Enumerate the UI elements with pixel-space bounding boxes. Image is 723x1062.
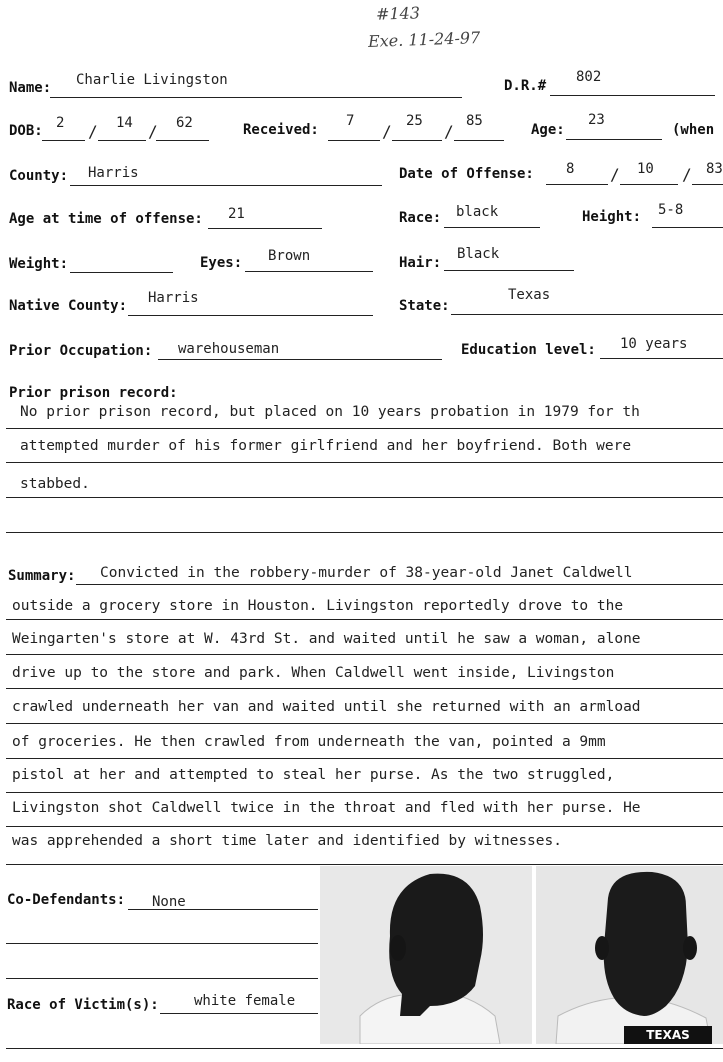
race-line bbox=[444, 227, 540, 228]
prior-record-rule-2 bbox=[6, 462, 723, 463]
hair-line bbox=[444, 270, 574, 271]
eyes-line bbox=[245, 271, 373, 272]
co-defendants-rule-3 bbox=[6, 978, 318, 979]
race-of-victims-line bbox=[160, 1013, 318, 1014]
weight-label: Weight: bbox=[9, 256, 69, 272]
age-at-offense-line bbox=[208, 228, 322, 229]
summary-rule-1 bbox=[76, 584, 723, 585]
race-of-victims-value: white female bbox=[194, 993, 296, 1009]
bottom-rule bbox=[6, 1048, 723, 1049]
summary-line-1: Convicted in the robbery-murder of 38-year-old Janet Caldwell bbox=[100, 565, 633, 581]
prior-record-label: Prior prison record: bbox=[9, 385, 178, 401]
dr-number-line bbox=[550, 95, 715, 96]
summary-line-6: of groceries. He then crawled from underneath the van, pointed a 9mm bbox=[12, 734, 606, 750]
age-at-offense-label: Age at time of offense: bbox=[9, 211, 203, 227]
dob-slash-2: / bbox=[148, 122, 158, 141]
weight-line bbox=[70, 272, 173, 273]
dr-number-label: D.R.# bbox=[504, 78, 547, 94]
prior-record-rule-4 bbox=[6, 532, 723, 533]
race-of-victims-label: Race of Victim(s): bbox=[7, 997, 159, 1013]
handwritten-number: #143 bbox=[375, 3, 421, 24]
race-label: Race: bbox=[399, 210, 442, 226]
offense-day: 10 bbox=[637, 161, 654, 177]
date-of-offense-label: Date of Offense: bbox=[399, 166, 534, 182]
texas-placard: TEXAS bbox=[624, 1026, 712, 1044]
dob-year-line bbox=[156, 140, 209, 141]
native-county-line bbox=[128, 315, 373, 316]
dob-month: 2 bbox=[56, 115, 65, 131]
offense-month-line bbox=[546, 184, 608, 185]
height-label: Height: bbox=[582, 209, 642, 225]
summary-line-9: was apprehended a short time later and identified by witnesses. bbox=[12, 833, 562, 849]
co-defendants-label: Co-Defendants: bbox=[7, 892, 126, 908]
dob-slash-1: / bbox=[88, 122, 98, 141]
summary-line-7: pistol at her and attempted to steal her purse. As the two struggled, bbox=[12, 767, 615, 783]
height-value: 5-8 bbox=[658, 202, 684, 218]
age-line bbox=[566, 139, 662, 140]
education-level-label: Education level: bbox=[461, 342, 596, 358]
hair-value: Black bbox=[457, 246, 500, 262]
county-value: Harris bbox=[88, 165, 139, 181]
summary-line-5: crawled underneath her van and waited until she returned with an armload bbox=[12, 699, 641, 715]
age-at-offense-value: 21 bbox=[228, 206, 245, 222]
summary-rule-3 bbox=[6, 654, 723, 655]
received-slash-1: / bbox=[382, 122, 392, 141]
prior-occupation-value: warehouseman bbox=[178, 341, 280, 357]
dob-label: DOB: bbox=[9, 123, 43, 139]
race-value: black bbox=[456, 204, 499, 220]
summary-line-2: outside a grocery store in Houston. Livingston reportedly drove to the bbox=[12, 598, 624, 614]
hair-label: Hair: bbox=[399, 255, 442, 271]
summary-rule-7 bbox=[6, 792, 723, 793]
prior-record-line-1: No prior prison record, but placed on 10 years probation in 1979 for th bbox=[20, 404, 640, 420]
age-label: Age: bbox=[531, 122, 565, 138]
prior-record-line-3: stabbed. bbox=[20, 476, 90, 492]
dob-year: 62 bbox=[176, 115, 193, 131]
co-defendants-value: None bbox=[152, 894, 186, 910]
prior-record-line-2: attempted murder of his former girlfriend and her boyfriend. Both were bbox=[20, 438, 632, 454]
eyes-label: Eyes: bbox=[200, 255, 243, 271]
offense-year-line bbox=[692, 184, 723, 185]
education-level-value: 10 years bbox=[620, 336, 688, 352]
received-year: 85 bbox=[466, 113, 483, 129]
offense-slash-1: / bbox=[610, 165, 620, 184]
summary-rule-5 bbox=[6, 723, 723, 724]
summary-line-4: drive up to the store and park. When Caldwell went inside, Livingston bbox=[12, 665, 615, 681]
received-year-line bbox=[454, 140, 504, 141]
offense-month: 8 bbox=[566, 161, 575, 177]
dob-month-line bbox=[42, 140, 85, 141]
offense-day-line bbox=[620, 184, 678, 185]
handwritten-execution-date: Exe. 11-24-97 bbox=[367, 28, 481, 51]
county-line bbox=[70, 185, 382, 186]
summary-line-8: Livingston shot Caldwell twice in the throat and fled with her purse. He bbox=[12, 800, 641, 816]
summary-rule-9 bbox=[6, 864, 723, 865]
eyes-value: Brown bbox=[268, 248, 311, 264]
summary-rule-2 bbox=[6, 619, 723, 620]
summary-label: Summary: bbox=[8, 568, 76, 584]
received-month-line bbox=[328, 140, 380, 141]
front-photo bbox=[536, 866, 723, 1044]
prior-record-rule-3 bbox=[6, 497, 723, 498]
prior-occupation-label: Prior Occupation: bbox=[9, 343, 153, 359]
received-day: 25 bbox=[406, 113, 423, 129]
summary-rule-4 bbox=[6, 688, 723, 689]
county-label: County: bbox=[9, 168, 69, 184]
summary-line-3: Weingarten's store at W. 43rd St. and waited until he saw a woman, alone bbox=[12, 631, 641, 647]
received-slash-2: / bbox=[444, 122, 454, 141]
received-month: 7 bbox=[346, 113, 355, 129]
dob-day-line bbox=[98, 140, 146, 141]
state-value: Texas bbox=[508, 287, 551, 303]
age-note: (when bbox=[672, 122, 715, 138]
prior-occupation-line bbox=[158, 359, 442, 360]
profile-photo bbox=[320, 866, 532, 1044]
name-line bbox=[50, 97, 462, 98]
education-level-line bbox=[600, 358, 723, 359]
dr-number-value: 802 bbox=[576, 69, 602, 85]
co-defendants-rule-2 bbox=[6, 943, 318, 944]
height-line bbox=[652, 227, 723, 228]
age-value: 23 bbox=[588, 112, 605, 128]
summary-rule-8 bbox=[6, 826, 723, 827]
native-county-label: Native County: bbox=[9, 298, 128, 314]
received-day-line bbox=[392, 140, 442, 141]
name-label: Name: bbox=[9, 80, 52, 96]
prior-record-rule-1 bbox=[6, 428, 723, 429]
name-value: Charlie Livingston bbox=[76, 72, 228, 88]
native-county-value: Harris bbox=[148, 290, 199, 306]
state-line bbox=[451, 314, 723, 315]
summary-rule-6 bbox=[6, 758, 723, 759]
offense-year: 83 bbox=[706, 161, 723, 177]
state-label: State: bbox=[399, 298, 450, 314]
offense-slash-2: / bbox=[682, 165, 692, 184]
dob-day: 14 bbox=[116, 115, 133, 131]
received-label: Received: bbox=[243, 122, 319, 138]
